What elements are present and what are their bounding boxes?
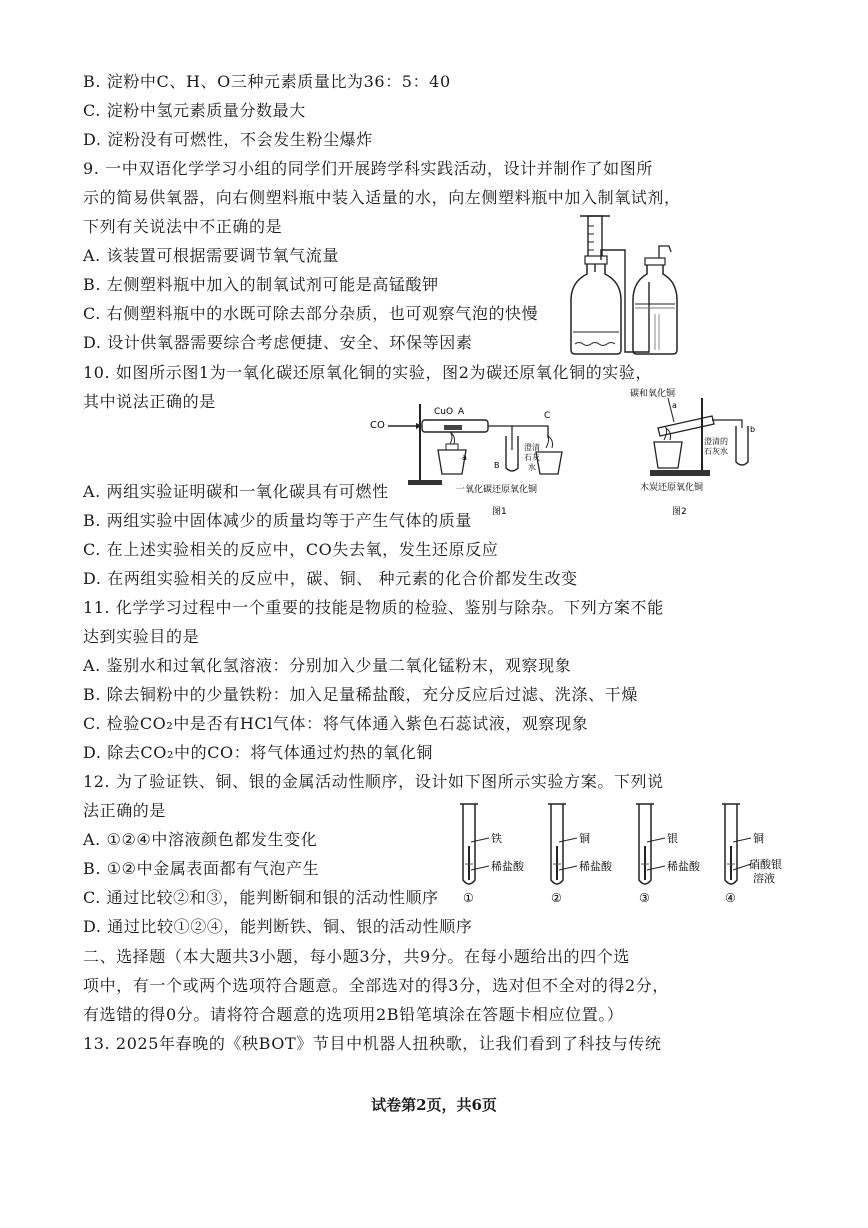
text-line: B. ①②中金属表面都有气泡产生 (83, 859, 320, 878)
fig2-b-label: b (750, 425, 756, 434)
oxygen-generator-figure (565, 212, 690, 366)
text-line: C. 右侧塑料瓶中的水既可除去部分杂质，也可观察气泡的快慢 (83, 304, 539, 323)
text-line: 9. 一中双语化学学习小组的同学们开展跨学科实践活动，设计并制作了如图所 (83, 159, 653, 178)
figure-1-co-reduction (360, 398, 635, 527)
tube-4-solution-2: 溶液 (753, 872, 775, 885)
text-line: 示的简易供氧器，向右侧塑料瓶中装入适量的水，向左侧塑料瓶中加入制氧试剂， (83, 188, 681, 207)
text-line: 11. 化学学习过程中一个重要的技能是物质的检验、鉴别与除杂。下列方案不能 (83, 598, 664, 617)
fig2-a-label: a (672, 401, 677, 410)
text-line: D. 淀粉没有可燃性，不会发生粉尘爆炸 (83, 130, 373, 149)
tube-2-metal: 铜 (579, 832, 590, 845)
text-line: B. 两组实验中固体减少的质量均等于产生气体的质量 (83, 511, 472, 530)
tube-3-solution: 稀盐酸 (667, 860, 700, 873)
fig1-b-label: B (494, 461, 500, 470)
text-line: B. 除去铜粉中的少量铁粉：加入足量稀盐酸，充分反应后过滤、洗涤、干燥 (83, 685, 638, 704)
fig1-limewater-1: 澄清 (524, 443, 540, 452)
text-line: B. 淀粉中C、H、O三种元素质量比为36：5：40 (83, 72, 451, 91)
metal-activity-test-tubes (455, 798, 800, 912)
fig2-limewater-2: 石灰水 (704, 447, 728, 456)
text-line: 达到实验目的是 (83, 627, 200, 646)
page-footer: 试卷第2页，共6页 (371, 1096, 497, 1114)
text-line: 二、选择题（本大题共3小题，每小题3分，共9分。在每小题给出的四个选 (83, 947, 630, 966)
text-line: C. 检验CO₂中是否有HCl气体：将气体通入紫色石蕊试液，观察现象 (83, 714, 589, 733)
tube-3-number: ③ (639, 891, 650, 905)
text-line: C. 在上述实验相关的反应中，CO失去氧，发生还原反应 (83, 540, 499, 559)
text-line: D. 通过比较①②④，能判断铁、铜、银的活动性顺序 (83, 917, 473, 936)
text-line: 13. 2025年春晚的《秧BOT》节目中机器人扭秧歌，让我们看到了科技与传统 (83, 1034, 662, 1053)
text-line: 其中说法正确的是 (83, 392, 216, 411)
fig2-limewater-1: 澄清的 (704, 437, 728, 446)
text-line: A. 该装置可根据需要调节氧气流量 (83, 246, 339, 265)
fig1-limewater-2: 石灰 (524, 453, 540, 462)
text-line: A. 鉴别水和过氧化氢溶液：分别加入少量二氧化锰粉末，观察现象 (83, 656, 572, 675)
tube-1-solution: 稀盐酸 (491, 860, 524, 873)
text-line: 10. 如图所示图1为一氧化碳还原氧化铜的实验，图2为碳还原氧化铜的实验， (83, 363, 653, 382)
fig1-cuo-label: CuO (434, 407, 454, 417)
fig1-limewater-3: 水 (528, 463, 536, 472)
fig1-c-label: C (544, 411, 551, 421)
text-line: A. 两组实验证明碳和一氧化碳具有可燃性 (83, 482, 389, 501)
tube-2-number: ② (551, 891, 562, 905)
fig1-caption: 一氧化碳还原氧化铜 (456, 485, 538, 495)
tube-4-metal: 铜 (753, 832, 764, 845)
text-line: D. 除去CO₂中的CO：将气体通过灼热的氧化铜 (83, 743, 433, 762)
fig1-co-label: CO (370, 420, 385, 431)
text-line: 项中，有一个或两个选项符合题意。全部选对的得3分，选对但不全对的得2分， (83, 976, 669, 995)
fig1-a-label: A (458, 407, 465, 417)
text-line: 12. 为了验证铁、铜、银的金属活动性顺序，设计如下图所示实验方案。下列说 (83, 772, 664, 791)
text-line: C. 淀粉中氢元素质量分数最大 (83, 101, 306, 120)
text-line: 下列有关说法中不正确的是 (83, 217, 283, 236)
text-line: D. 在两组实验相关的反应中，碳、铜、 种元素的化合价都发生改变 (83, 569, 578, 588)
tube-1-number: ① (463, 891, 474, 905)
fig2-caption: 木炭还原氧化铜 (640, 483, 704, 493)
text-line: 有选错的得0分。请将符合题意的选项用2B铅笔填涂在答题卡相应位置。） (83, 1005, 624, 1024)
text-line: A. ①②④中溶液颜色都发生变化 (83, 830, 318, 849)
fig2-label: 图2 (672, 507, 687, 517)
fig2-top-label: 碳和氧化铜 (630, 389, 676, 399)
fig1-label: 图1 (492, 507, 507, 517)
tube-3-metal: 银 (667, 832, 678, 845)
tube-1-metal: 铁 (491, 832, 502, 845)
text-line: B. 左侧塑料瓶中加入的制氧试剂可能是高锰酸钾 (83, 275, 439, 294)
figure-2-carbon-reduction (630, 384, 760, 523)
tube-2-solution: 稀盐酸 (579, 860, 612, 873)
text-line: D. 设计供氧器需要综合考虑便捷、安全、环保等因素 (83, 333, 473, 352)
text-line: 法正确的是 (83, 801, 167, 820)
fig1-a-lower-label: a (462, 453, 467, 462)
tube-4-solution: 硝酸银 (749, 858, 782, 871)
text-line: C. 通过比较②和③，能判断铜和银的活动性顺序 (83, 888, 439, 907)
tube-4-number: ④ (725, 891, 736, 905)
